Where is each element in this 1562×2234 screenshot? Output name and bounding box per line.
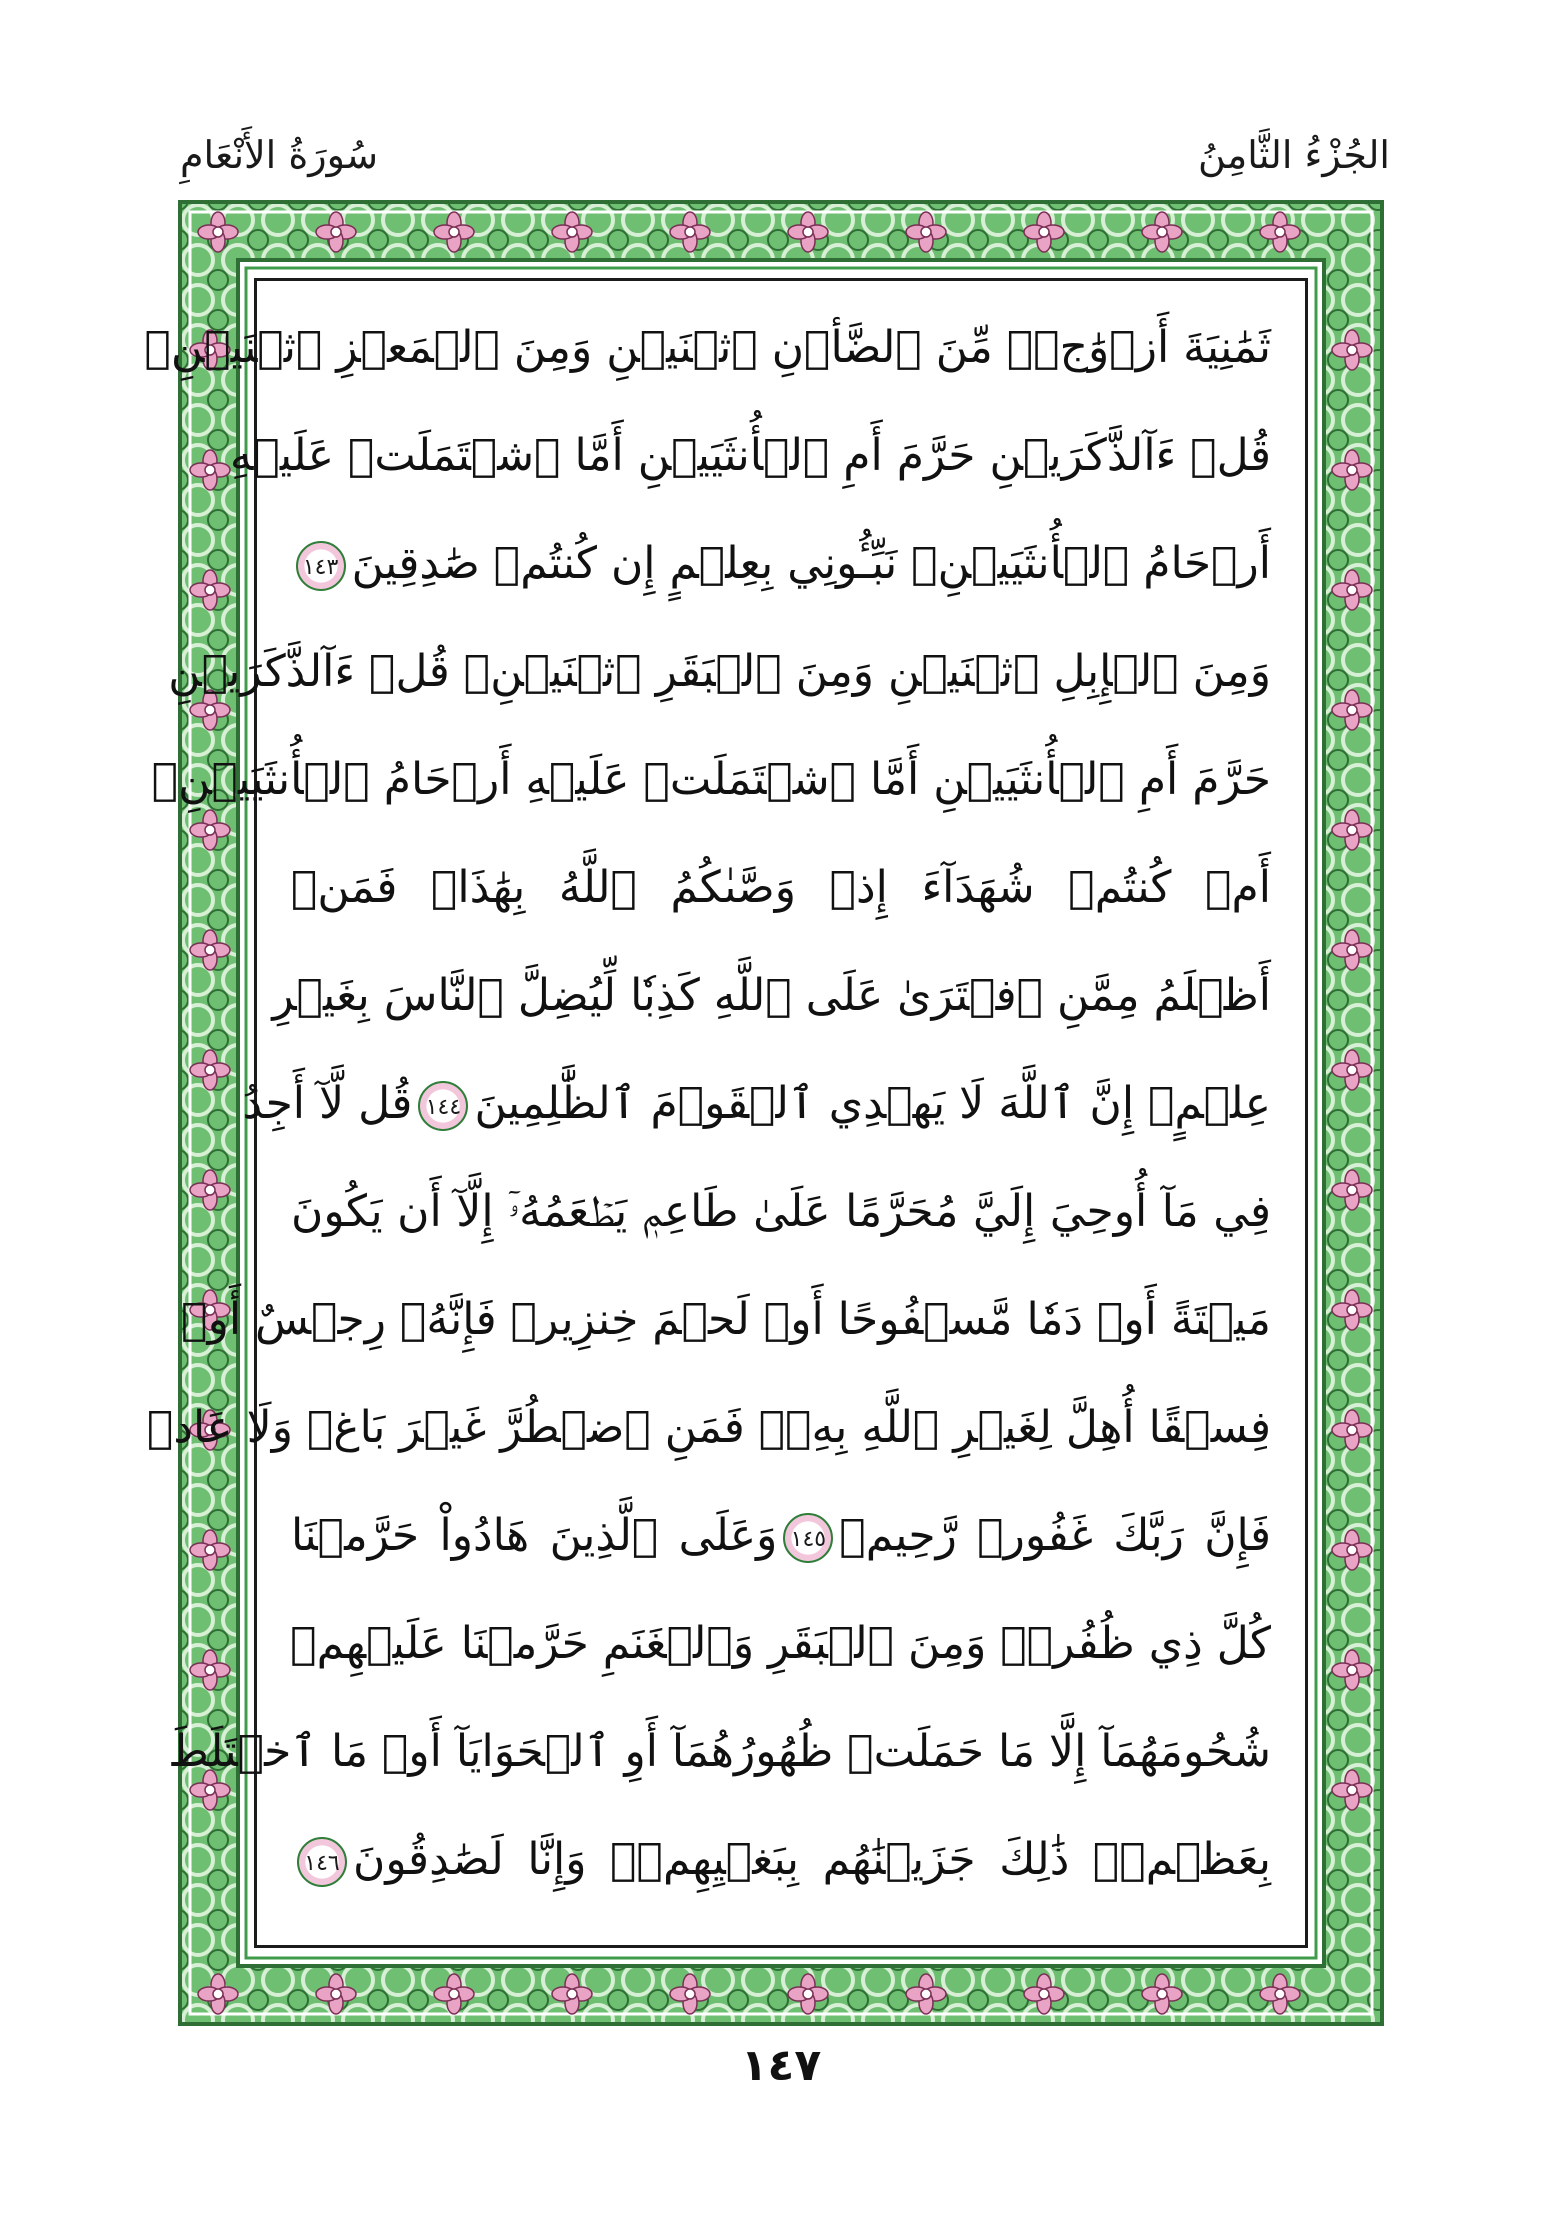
verse-text: قُلۡ ءَآلذَّكَرَيۡنِ حَرَّمَ أَمِ ٱلۡأُنثَيَيۡنِ أَمَّا ٱشۡتَمَلَتۡ عَلَيۡهِ <box>229 430 1271 481</box>
verse-line <box>144 301 1271 394</box>
verse-line <box>229 409 1271 502</box>
page-header <box>180 120 1390 190</box>
surah-title: سُورَةُ الأَنْعَامِ <box>180 133 379 177</box>
verse-text: فِي مَآ أُوحِيَ إِلَيَّ مُحَرَّمًا عَلَىٰ طَاعِمٖ يَطۡعَمُهُۥٓ إِلَّآ أَن يَكُونَ <box>291 1186 1271 1237</box>
verse-text: وَعَلَى ٱلَّذِينَ هَادُواْ حَرَّمۡنَا <box>291 1510 778 1561</box>
verse-text: وَمِنَ ٱلۡإِبِلِ ٱثۡنَيۡنِ وَمِنَ ٱلۡبَقَرِ ٱثۡنَيۡنِۗ قُلۡ ءَآلذَّكَرَيۡنِ <box>168 646 1271 697</box>
verse-line <box>291 841 1271 934</box>
verse-text: أَمۡ كُنتُمۡ شُهَدَآءَ إِذۡ وَصَّىٰكُمُ ٱللَّهُ بِهَٰذَاۚ فَمَنۡ <box>291 862 1271 913</box>
ornamental-frame <box>144 200 1384 2026</box>
juz-title: الجُزْءُ الثَّامِنُ <box>1197 133 1390 177</box>
verse-text: ثَمَٰنِيَةَ أَزۡوَٰجٖۖ مِّنَ ٱلضَّأۡنِ ٱثۡنَيۡنِ وَمِنَ ٱلۡمَعۡزِ ٱثۡنَيۡنِۗ <box>144 322 1271 373</box>
verse-line <box>291 1489 1271 1582</box>
verse-text: فِسۡقًا أُهِلَّ لِغَيۡرِ ٱللَّهِ بِهِۦۚ فَمَنِ ٱضۡطُرَّ غَيۡرَ بَاغٖ وَلَا عَادٖ <box>147 1402 1271 1453</box>
verse-line <box>291 1597 1271 1690</box>
verse-text: عِلۡمٍۚ إِنَّ ٱللَّهَ لَا يَهۡدِي ٱلۡقَوۡمَ ٱلظَّٰلِمِينَ <box>474 1078 1271 1129</box>
verse-line <box>291 1813 1271 1906</box>
ayah-number-marker: ١٤٦ <box>297 1837 347 1887</box>
verse-text: كُلَّ ذِي ظُفُرٖۖ وَمِنَ ٱلۡبَقَرِ وَٱلۡغَنَمِ حَرَّمۡنَا عَلَيۡهِمۡ <box>290 1618 1271 1669</box>
ayah-number-marker: ١٤٥ <box>783 1513 833 1563</box>
quran-text <box>144 301 1271 1925</box>
ayah-number-marker: ١٤٣ <box>296 541 346 591</box>
verse-line <box>168 625 1271 718</box>
verse-line <box>272 949 1271 1042</box>
ayah-number-marker: ١٤٤ <box>418 1081 468 1131</box>
verse-line <box>242 1057 1271 1150</box>
verse-text: أَظۡلَمُ مِمَّنِ ٱفۡتَرَىٰ عَلَى ٱللَّهِ كَذِبٗا لِّيُضِلَّ ٱلنَّاسَ بِغَيۡرِ <box>272 970 1271 1021</box>
verse-line <box>291 1165 1271 1258</box>
verse-text: مَيۡتَةً أَوۡ دَمٗا مَّسۡفُوحًا أَوۡ لَحۡمَ خِنزِيرٖ فَإِنَّهُۥ رِجۡسٌ أَوۡ <box>181 1294 1271 1345</box>
verse-line <box>181 1273 1271 1366</box>
text-panel <box>144 278 1308 1948</box>
verse-line <box>151 733 1271 826</box>
verse-line <box>168 1705 1271 1798</box>
verse-line <box>147 1381 1271 1474</box>
verse-text: أَرۡحَامُ ٱلۡأُنثَيَيۡنِۖ نَبِّـُٔونِي بِعِلۡمٍ إِن كُنتُمۡ صَٰدِقِينَ <box>351 538 1271 589</box>
verse-text: فَإِنَّ رَبَّكَ غَفُورٞ رَّحِيمٞ <box>839 1510 1271 1561</box>
verse-text: قُل لَّآ أَجِدُ <box>242 1078 413 1129</box>
verse-text: بِعَظۡمٖۚ ذَٰلِكَ جَزَيۡنَٰهُم بِبَغۡيِهِمۡۖ وَإِنَّا لَصَٰدِقُونَ <box>353 1834 1271 1885</box>
verse-text: حَرَّمَ أَمِ ٱلۡأُنثَيَيۡنِ أَمَّا ٱشۡتَمَلَتۡ عَلَيۡهِ أَرۡحَامُ ٱلۡأُنثَيَيۡنِۖ <box>151 754 1271 805</box>
page-number: ١٤٧ <box>740 2040 822 2091</box>
verse-line <box>291 517 1271 610</box>
verse-text: شُحُومَهُمَآ إِلَّا مَا حَمَلَتۡ ظُهُورُهُمَآ أَوِ ٱلۡحَوَايَآ أَوۡ مَا ٱخۡتَلَطَ <box>168 1726 1271 1777</box>
